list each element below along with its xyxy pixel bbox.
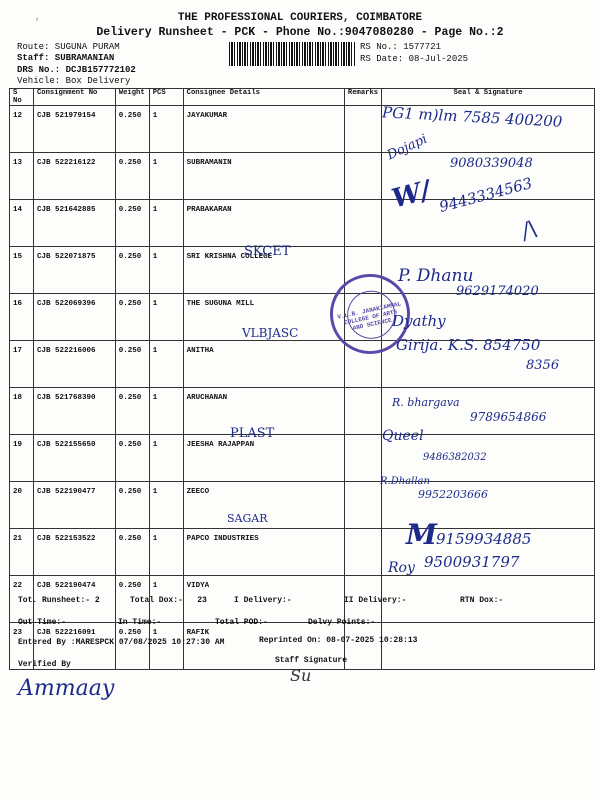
row-consignee: RAFIK — [183, 623, 344, 670]
handwritten-number: 9500931797 — [424, 553, 520, 571]
rs-number: RS No.: 1577721 — [360, 42, 442, 52]
row-weight: 0.250 — [115, 106, 149, 153]
row-consignment: CJB 522153522 — [33, 529, 115, 576]
col-sno: S No — [10, 89, 34, 106]
row-pcs: 1 — [149, 247, 183, 294]
row-consignment: CJB 522216006 — [33, 341, 115, 388]
row-sno: 15 — [10, 247, 34, 294]
col-consignee: Consignee Details — [183, 89, 344, 106]
row-pcs: 1 — [149, 482, 183, 529]
row-consignment: CJB 521979154 — [33, 106, 115, 153]
handwritten-note: SKCET — [244, 244, 291, 259]
row-weight: 0.250 — [115, 576, 149, 623]
row-consignee: ARUCHANAN — [183, 388, 344, 435]
row-sno: 12 — [10, 106, 34, 153]
row-pcs: 1 — [149, 576, 183, 623]
row-consignee: JAYAKUMAR — [183, 106, 344, 153]
handwritten-signature: Girija. K.S. 854750 — [396, 336, 541, 354]
corner-mark: ‘ — [34, 18, 41, 29]
i-delivery: I Delivery:- — [234, 596, 292, 605]
row-remarks — [344, 153, 381, 200]
row-sno: 14 — [10, 200, 34, 247]
stamp-text: V.L.B. JANAKIAMMAL COLLEGE OF ARTS AND SCIENCE — [336, 300, 402, 332]
row-consignee: PAPCO INDUSTRIES — [183, 529, 344, 576]
row-pcs: 1 — [149, 200, 183, 247]
vehicle-label: Vehicle: Box Delivery — [17, 76, 131, 86]
row-weight: 0.250 — [115, 200, 149, 247]
staff-signature: Su — [290, 666, 312, 685]
row-weight: 0.250 — [115, 623, 149, 670]
row-sno: 16 — [10, 294, 34, 341]
handwritten-signature: P. Dhanu — [398, 266, 474, 286]
row-consignee: JEESHA RAJAPPAN — [183, 435, 344, 482]
barcode — [229, 42, 355, 66]
row-consignment: CJB 522216122 — [33, 153, 115, 200]
handwritten-number: 9159934885 — [436, 530, 532, 548]
row-consignee: ANITHA — [183, 341, 344, 388]
staff-signature-label: Staff Signature — [275, 656, 348, 665]
handwritten-signature: PG1 m)lm 7585 400200 — [381, 103, 563, 131]
route-label: Route: SUGUNA PURAM — [17, 42, 120, 52]
row-sno: 13 — [10, 153, 34, 200]
col-seal-signature: Seal & Signature — [382, 89, 595, 106]
table-row — [10, 482, 595, 529]
row-consignment: CJB 522190477 — [33, 482, 115, 529]
row-pcs: 1 — [149, 623, 183, 670]
table-row — [10, 294, 595, 341]
row-weight: 0.250 — [115, 482, 149, 529]
row-sno: 21 — [10, 529, 34, 576]
handwritten-number: 9629174020 — [456, 284, 539, 299]
handwritten-number: 9486382032 — [423, 452, 487, 463]
handwritten-note: VLBJASC — [242, 326, 299, 340]
handwritten-signature: Dojapi — [384, 131, 430, 164]
handwritten-signature: Dyathy — [392, 312, 446, 330]
handwritten-signature: R.Dhallan — [380, 476, 430, 487]
row-pcs: 1 — [149, 435, 183, 482]
staff-label: Staff: SUBRAMANIAN — [17, 53, 115, 63]
rs-date: RS Date: 08-Jul-2025 — [360, 54, 469, 64]
out-time: Out Time:- — [18, 618, 67, 627]
row-sno: 20 — [10, 482, 34, 529]
row-remarks — [344, 623, 381, 670]
row-consignee: ZEECO — [183, 482, 344, 529]
row-consignee: THE SUGUNA MILL — [183, 294, 344, 341]
handwritten-signature: W/ — [388, 175, 434, 215]
handwritten-number: 9443334563 — [437, 173, 535, 217]
row-consignment: CJB 521642885 — [33, 200, 115, 247]
table-row — [10, 435, 595, 482]
handwritten-number: 9080339048 — [450, 156, 533, 171]
col-consignment: Consignment No — [33, 89, 115, 106]
handwritten-number: 9789654866 — [470, 410, 547, 424]
row-pcs: 1 — [149, 153, 183, 200]
runsheet-table — [9, 88, 595, 670]
handwritten-signature: Roy — [388, 560, 415, 576]
row-weight: 0.250 — [115, 294, 149, 341]
handwritten-number: 9952203666 — [418, 488, 488, 501]
handwritten-number: 8356 — [526, 358, 560, 373]
ii-delivery: II Delivery:- — [344, 596, 407, 605]
tot-runsheet: Tot. Runsheet:- 2 — [18, 596, 100, 605]
row-pcs: 1 — [149, 294, 183, 341]
handwritten-signature: /\ — [518, 216, 541, 245]
row-consignment: CJB 522071875 — [33, 247, 115, 294]
row-sno: 23 — [10, 623, 34, 670]
row-weight: 0.250 — [115, 435, 149, 482]
total-dox: Total Dox:- 23 — [130, 596, 207, 605]
company-title: THE PROFESSIONAL COURIERS, COIMBATORE — [177, 12, 423, 24]
row-remarks — [344, 529, 381, 576]
row-remarks — [344, 200, 381, 247]
row-remarks — [344, 482, 381, 529]
handwritten-signature: R. bhargava — [392, 396, 460, 409]
row-weight: 0.250 — [115, 153, 149, 200]
row-weight: 0.250 — [115, 529, 149, 576]
row-consignee: SRI KRISHNA COLLEGE — [183, 247, 344, 294]
row-remarks — [344, 106, 381, 153]
row-consignment: CJB 522216091 — [33, 623, 115, 670]
delvy-points: Delvy Points:- — [308, 618, 376, 627]
row-consignee: VIDYA — [183, 576, 344, 623]
row-consignee: SUBRAMANIN — [183, 153, 344, 200]
row-pcs: 1 — [149, 388, 183, 435]
table-row — [10, 200, 595, 247]
handwritten-note: PLAST — [230, 426, 275, 441]
row-remarks — [344, 388, 381, 435]
row-pcs: 1 — [149, 529, 183, 576]
row-remarks — [344, 435, 381, 482]
row-signature — [382, 623, 595, 670]
col-weight: Weight — [115, 89, 149, 106]
row-sno: 18 — [10, 388, 34, 435]
row-consignment: CJB 522155650 — [33, 435, 115, 482]
table-header-row — [10, 89, 595, 106]
col-pcs: PCS — [149, 89, 183, 106]
handwritten-signature: Queel — [382, 428, 424, 444]
handwritten-note: SAGAR — [227, 512, 268, 525]
handwritten-signature: M — [406, 518, 437, 551]
row-consignment: CJB 522069396 — [33, 294, 115, 341]
row-pcs: 1 — [149, 106, 183, 153]
col-remarks: Remarks — [344, 89, 381, 106]
entered-by: Entered By :MARESPCK 07/08/2025 10:27:30 AM — [18, 638, 225, 647]
row-weight: 0.250 — [115, 388, 149, 435]
drs-label: DRS No.: DCJB157772102 — [17, 65, 136, 75]
row-weight: 0.250 — [115, 247, 149, 294]
verified-by-label: Verified By — [18, 660, 71, 669]
runsheet-subtitle: Delivery Runsheet - PCK - Phone No.:9047080280 - Page No.:2 — [96, 26, 504, 39]
row-sno: 22 — [10, 576, 34, 623]
total-pod: Total POD:- — [215, 618, 268, 627]
reprinted-on: Reprinted On: 08-07-2025 10:28:13 — [259, 636, 418, 645]
row-consignment: CJB 521768390 — [33, 388, 115, 435]
row-pcs: 1 — [149, 341, 183, 388]
in-time: In Time:- — [118, 618, 162, 627]
row-sno: 19 — [10, 435, 34, 482]
row-consignment: CJB 522190474 — [33, 576, 115, 623]
verified-signature: Ammaay — [18, 676, 115, 701]
row-sno: 17 — [10, 341, 34, 388]
row-weight: 0.250 — [115, 341, 149, 388]
row-consignee: PRABAKARAN — [183, 200, 344, 247]
rtn-dox: RTN Dox:- — [460, 596, 504, 605]
